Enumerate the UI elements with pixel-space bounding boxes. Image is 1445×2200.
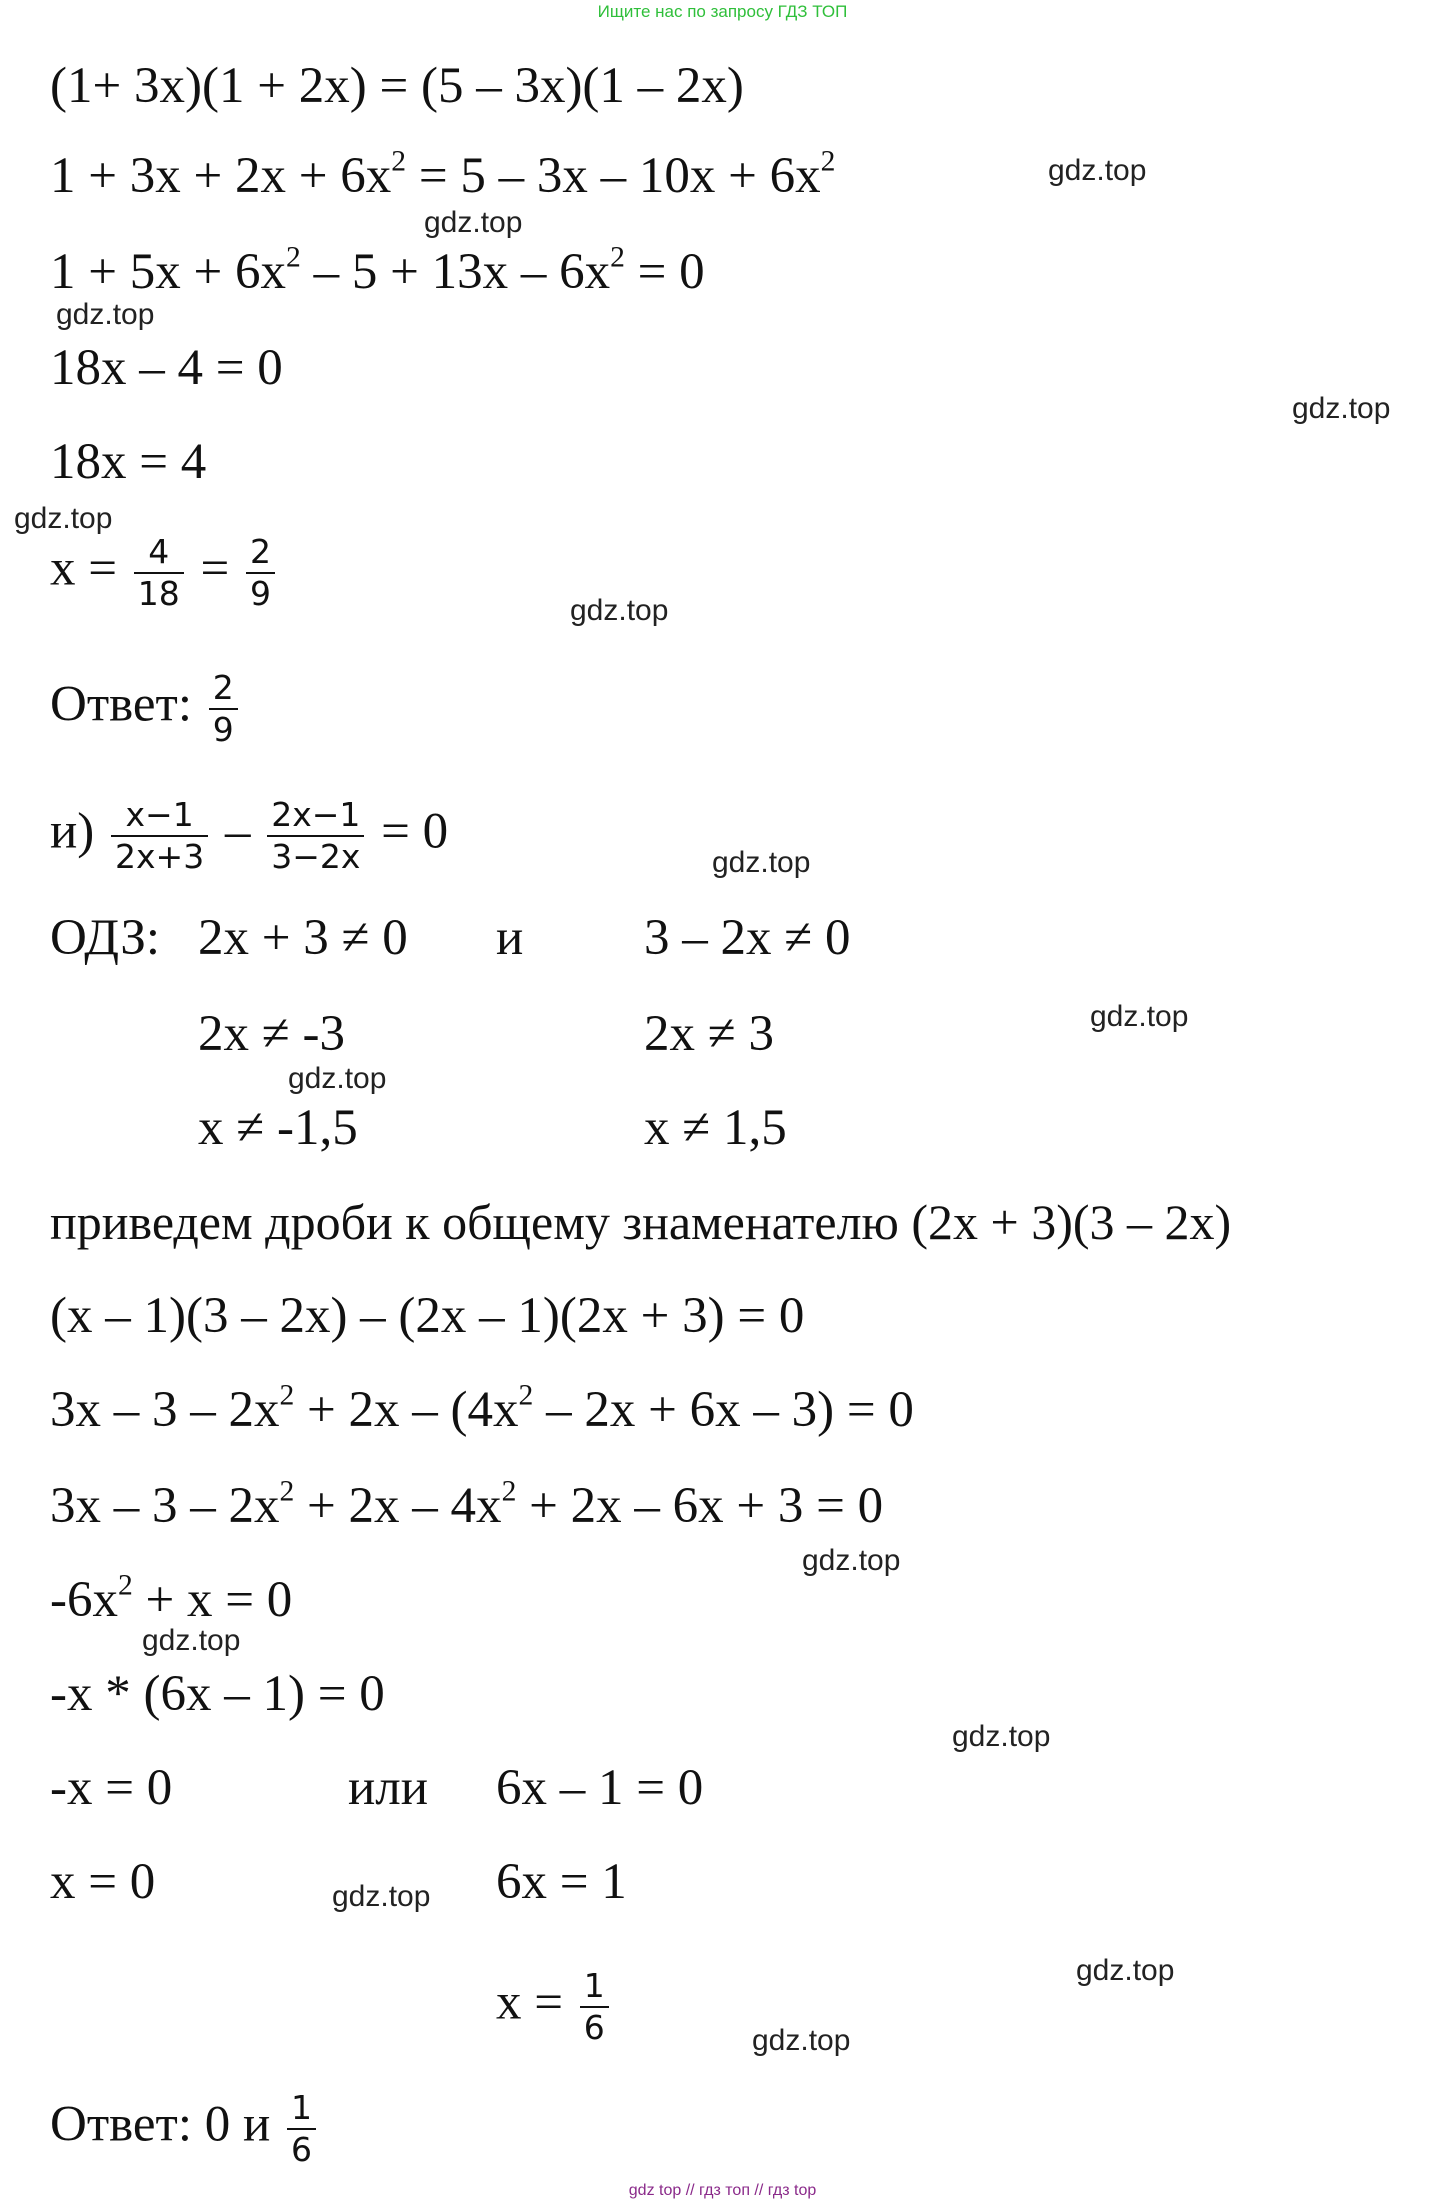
- odz-right-2: 2x ≠ 3: [644, 1006, 774, 1062]
- watermark: gdz.top: [56, 298, 155, 331]
- equation-line-4: 18x – 4 = 0: [50, 340, 283, 396]
- answer-fraction-2-9: $\frac{2}{9}$: [209, 668, 238, 750]
- footer-banner[interactable]: gdz top // гдз топ // гдз top: [628, 2182, 817, 2199]
- watermark: gdz.top: [1048, 154, 1147, 187]
- equation-line-7: (x – 1)(3 – 2x) – (2x – 1)(2x + 3) = 0: [50, 1288, 805, 1344]
- answer-fraction-1-6: $\frac{1}{6}$: [287, 2088, 316, 2170]
- watermark: gdz.top: [14, 502, 113, 535]
- watermark: gdz.top: [1076, 1954, 1175, 1987]
- odz-and: и: [496, 910, 524, 966]
- odz-label: ОДЗ:: [50, 910, 161, 966]
- watermark: gdz.top: [712, 846, 811, 879]
- odz-right-3: x ≠ 1,5: [644, 1100, 787, 1156]
- answer-2: Ответ: 0 и $\frac{1}{6}$: [50, 2088, 320, 2170]
- equation-line-2: $1 + 3x + 2x + 6x^2 = 5 - 3x - 10x + 6x^2$: [50, 145, 836, 204]
- equation-line-3: $1 + 5x + 6x^2 - 5 + 13x - 6x^2 = 0$: [50, 241, 705, 300]
- fraction-2x-minus-1: $\frac{2x-1}{3-2x}$: [267, 795, 364, 877]
- answer-1: Ответ: $\frac{2}{9}$: [50, 668, 242, 750]
- equation-line-13-left: x = 0: [50, 1854, 156, 1910]
- odz-left-2: 2x ≠ -3: [198, 1006, 345, 1062]
- watermark: gdz.top: [332, 1880, 431, 1913]
- equation-line-14: x = $\frac{1}{6}$: [496, 1966, 613, 2048]
- equation-line-12-right: 6x – 1 = 0: [496, 1760, 704, 1816]
- equation-line-11: -x * (6x – 1) = 0: [50, 1666, 385, 1722]
- watermark: gdz.top: [142, 1624, 241, 1657]
- odz-left-3: x ≠ -1,5: [198, 1100, 358, 1156]
- equation-line-12-or: или: [348, 1760, 429, 1816]
- fraction-2-9: $\frac{2}{9}$: [246, 532, 275, 614]
- header-banner[interactable]: Ищите нас по запросу ГДЗ ТОП: [597, 2, 848, 21]
- equation-line-8: $3x - 3 - 2x^2 + 2x - (4x^2 - 2x + 6x - 3) = 0$: [50, 1379, 914, 1438]
- common-denominator-note: приведем дроби к общему знаменателю (2x + 3)(3 – 2x): [50, 1194, 1232, 1250]
- odz-right-1: 3 – 2x ≠ 0: [644, 910, 851, 966]
- watermark: gdz.top: [802, 1544, 901, 1577]
- watermark: gdz.top: [570, 594, 669, 627]
- watermark: gdz.top: [752, 2024, 851, 2057]
- odz-left-1: 2x + 3 ≠ 0: [198, 910, 408, 966]
- equation-line-9: $3x - 3 - 2x^2 + 2x - 4x^2 + 2x - 6x + 3 = 0$: [50, 1475, 884, 1534]
- fraction-1-6: $\frac{1}{6}$: [580, 1966, 609, 2048]
- equation-line-1: (1+ 3x)(1 + 2x) = (5 – 3x)(1 – 2x): [50, 58, 744, 114]
- equation-line-10: $-6x^2 + x = 0$: [50, 1569, 293, 1628]
- equation-line-6: x = $\frac{4}{18}$ = $\frac{2}{9}$: [50, 532, 279, 614]
- watermark: gdz.top: [952, 1720, 1051, 1753]
- part-i-equation: и) $\frac{x-1}{2x+3}$ – $\frac{2x-1}{3-2x}$ = 0: [50, 795, 449, 876]
- watermark: gdz.top: [424, 206, 523, 239]
- fraction-x-minus-1: $\frac{x-1}{2x+3}$: [111, 795, 208, 877]
- equation-line-5: 18x = 4: [50, 434, 207, 490]
- watermark: gdz.top: [1292, 392, 1391, 425]
- equation-line-12-left: -x = 0: [50, 1760, 173, 1816]
- watermark: gdz.top: [1090, 1000, 1189, 1033]
- equation-line-13-right: 6x = 1: [496, 1854, 627, 1910]
- watermark: gdz.top: [288, 1062, 387, 1095]
- fraction-4-18: $\frac{4}{18}$: [134, 532, 184, 614]
